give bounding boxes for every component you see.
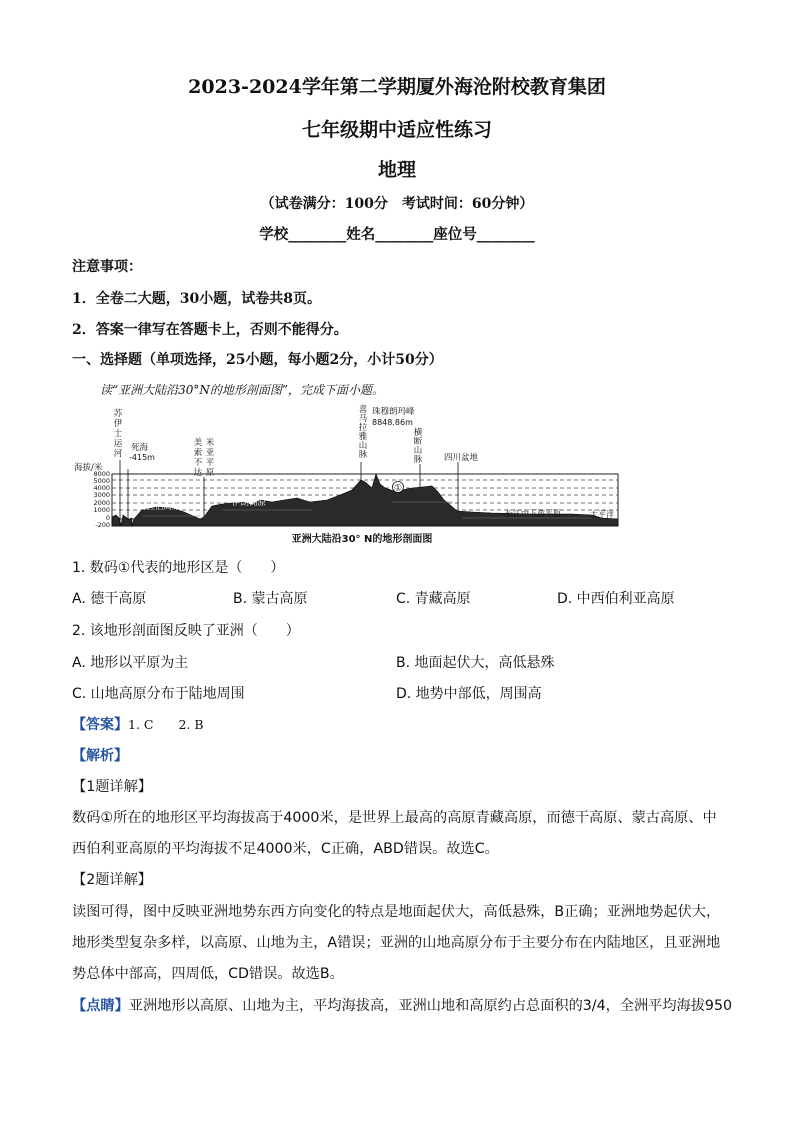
everest-label: 珠穆朗玛峰: [372, 407, 415, 417]
detail-2-heading: 【2题详解】: [72, 872, 152, 888]
y-tick: -200: [95, 521, 110, 529]
answer-label: 【答案】: [72, 717, 128, 733]
notes-item-2: 2．答案一律写在答题卡上，否则不能得分。: [72, 322, 348, 338]
mesopotamia-plain-label-char: 平: [205, 458, 215, 468]
mesopotamia-plain-label-char: 亚: [205, 448, 215, 458]
iranian-plateau-label: 伊朗高原: [232, 498, 267, 508]
q2-stem: 2. 该地形剖面图反映了亚洲（ ）: [72, 623, 300, 639]
answer-value: 1. C 2. B: [128, 717, 204, 732]
himalaya-label-char: 雅: [358, 432, 368, 442]
y-tick: 3000: [93, 491, 110, 499]
student-fields: 学校________姓名________座位号________: [259, 226, 535, 243]
subject-title: 地理: [377, 159, 416, 181]
mesopotamia-label-char: 达: [193, 468, 203, 478]
suez-label-char: 士: [113, 429, 123, 439]
notes-heading: 注意事项：: [72, 259, 142, 275]
exam-title: 2023-2024学年第二学期厦外海沧附校教育集团: [188, 76, 606, 98]
himalaya-label-char: 山: [358, 441, 368, 451]
suez-label-char: 苏: [113, 409, 123, 419]
dead-sea-label: 死海: [131, 443, 149, 453]
hengduan-label-char: 横: [413, 428, 423, 438]
q1-option-b: B. 蒙古高原: [233, 591, 308, 607]
q1-stem: 1. 数码①代表的地形区是（ ）: [72, 560, 285, 576]
tip-line: [72, 995, 732, 1015]
himalaya-label-char: 马: [358, 414, 368, 424]
notes-item-1: 1．全卷二大题，30小题，试卷共8页。: [72, 291, 321, 307]
mesopotamia-label-char: 不: [193, 458, 203, 468]
mesopotamia-plain-label-char: 原: [205, 468, 215, 478]
tip-label: 【点睛】: [72, 998, 129, 1014]
detail-1-heading: 【1题详解】: [72, 779, 152, 795]
circle-marker-label: ①: [393, 483, 403, 494]
detail-1-line-1: 数码①所在的地形区平均海拔高于4000米，是世界上最高的高原青藏高原，而德干高原、蒙古高原、中: [72, 810, 717, 826]
hengduan-label-char: 脉: [413, 455, 423, 465]
everest-elevation: 8848.86m: [372, 418, 413, 427]
detail-2-line-2: 地形类型复杂多样，以高原、山地为主，A错误；亚洲的山地高原分布于主要分布在内陆地区，且亚洲地: [72, 935, 721, 951]
arabian-plateau-label: 阿拉伯高原: [138, 502, 181, 512]
suez-label-char: 运: [113, 439, 123, 449]
q2-option-b: B. 地面起伏大，高低悬殊: [396, 655, 555, 671]
y-tick: 5000: [93, 477, 110, 485]
dead-sea-elevation: -415m: [129, 453, 155, 462]
pacific-label: 太平洋: [590, 510, 614, 519]
mesopotamia-plain-label-char: 米: [205, 438, 215, 448]
y-tick: 4000: [93, 484, 110, 492]
y-axis-label: 海拔/米: [74, 463, 103, 473]
hengduan-label-char: 断: [413, 437, 423, 447]
himalaya-label-char: 脉: [358, 450, 368, 460]
mesopotamia-label-char: 索: [193, 448, 203, 458]
y-tick: 0: [105, 514, 110, 522]
answer-line: [72, 714, 204, 734]
y-tick: 2000: [93, 499, 110, 507]
q2-option-a: A. 地形以平原为主: [72, 655, 189, 671]
analysis-label: 【解析】: [72, 748, 128, 764]
himalaya-label-char: 拉: [358, 423, 368, 433]
himalaya-label-char: 喜: [358, 405, 368, 415]
suez-label-char: 伊: [113, 419, 123, 429]
q1-option-c: C. 青藏高原: [396, 591, 471, 607]
terrain-profile-figure: [72, 402, 622, 548]
detail-2-line-1: 读图可得，图中反映亚洲地势东西方向变化的特点是地面起伏大，高低悬殊，B正确；亚洲地势起伏大，: [72, 904, 721, 920]
figure-caption: 亚洲大陆沿30° N的地形剖面图: [291, 534, 433, 545]
exam-subtitle: 七年级期中适应性练习: [301, 119, 492, 141]
detail-1-line-2: 西伯利亚高原的平均海拔不足4000米，C正确，ABD错误。故选C。: [72, 841, 499, 857]
mesopotamia-label-char: 美: [193, 438, 203, 448]
sichuan-basin-label: 四川盆地: [444, 453, 479, 463]
q1-option-a: A. 德干高原: [72, 591, 147, 607]
y-tick: 1000: [93, 506, 110, 514]
q2-option-c: C. 山地高原分布于陆地周围: [72, 686, 245, 702]
hengduan-label-char: 山: [413, 446, 423, 456]
section-heading: 一、选择题（单项选择，25小题，每小题2分，小计50分）: [72, 352, 443, 368]
q1-option-d: D. 中西伯利亚高原: [557, 591, 675, 607]
exam-info: （试卷满分：100分 考试时间：60分钟）: [260, 196, 534, 212]
yangtze-plain-label: 长江中下游平原: [505, 509, 561, 518]
tip-text: 亚洲地形以高原、山地为主，平均海拔高，亚洲山地和高原约占总面积的3/4，全洲平均海拔950: [128, 998, 732, 1014]
detail-2-line-3: 势总体中部高，四周低，CD错误。故选B。: [72, 966, 344, 982]
figure-instruction: 读“亚洲大陆沿30°N的地形剖面图”，完成下面小题。: [100, 383, 385, 397]
y-tick: 8000: [93, 470, 110, 478]
suez-label-char: 河: [113, 449, 123, 459]
q2-option-d: D. 地势中部低，周围高: [396, 686, 542, 702]
